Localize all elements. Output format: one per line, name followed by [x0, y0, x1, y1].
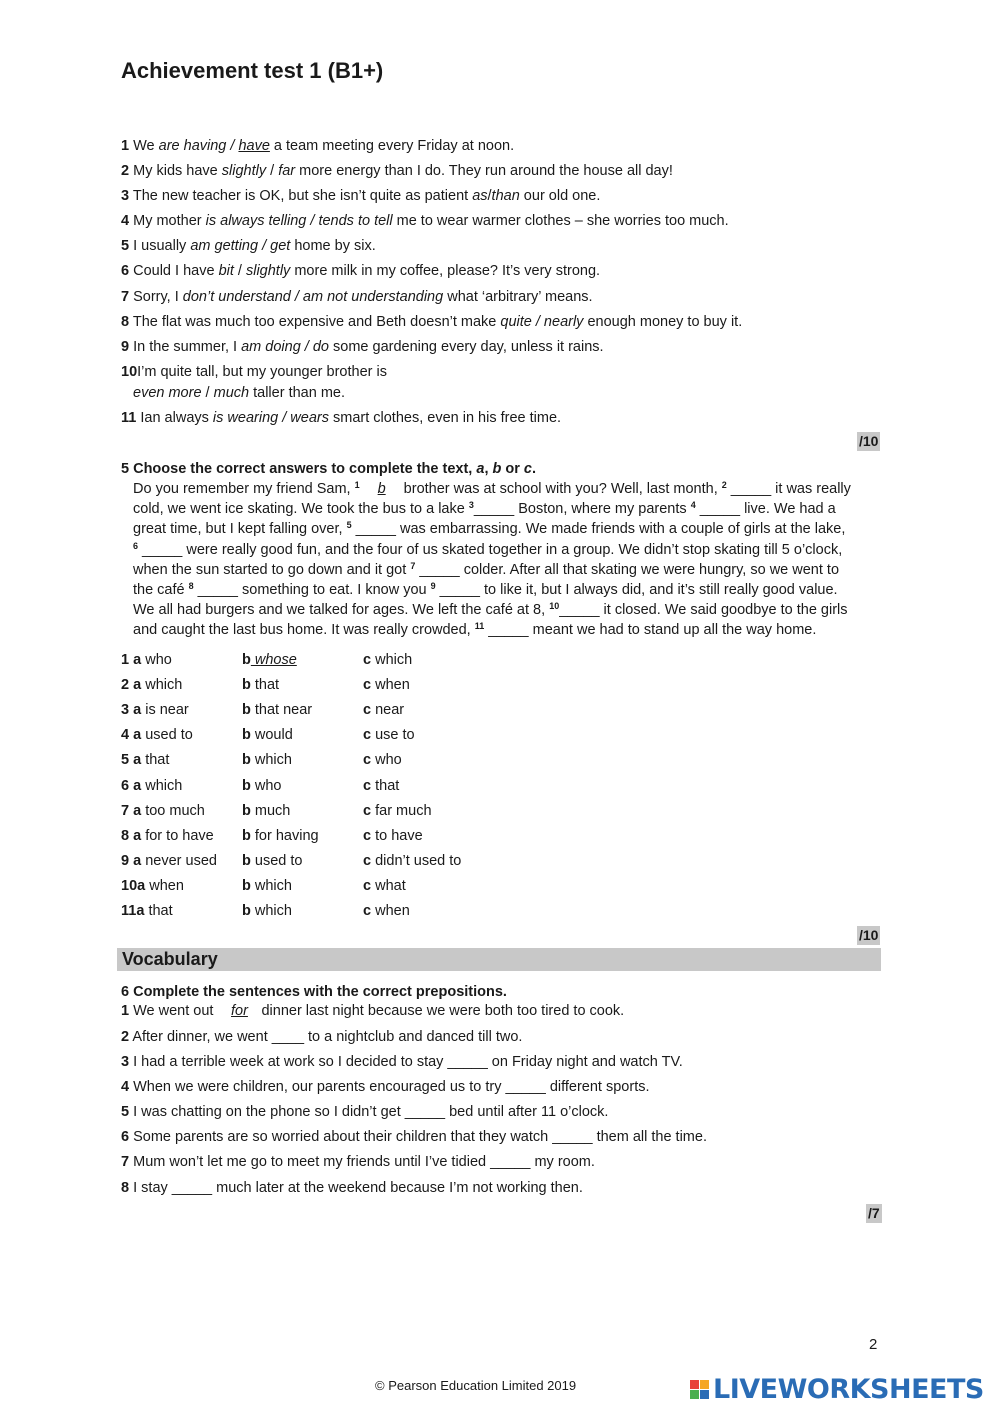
option-slightly[interactable]: slightly — [221, 163, 267, 179]
option-a[interactable] — [121, 701, 189, 719]
option-letter: c — [363, 677, 372, 693]
option-have-selected[interactable]: have — [238, 138, 270, 154]
q5-score: /10 — [859, 927, 879, 943]
q5-blank-8[interactable]: _____ something to eat. I know you — [193, 582, 431, 599]
option-letter: c — [363, 752, 372, 768]
option-letter: b — [242, 677, 251, 693]
option-letter: c — [363, 778, 372, 794]
option-text: too much — [145, 803, 205, 819]
vocab-item-6: 6 Some parents are so worried about their children that they watch _____ them all the time. — [121, 1129, 707, 1145]
option-letter: c — [363, 878, 372, 894]
vocab-item-5: 5 I was chatting on the phone so I didn’t get _____ bed until after 11 o’clock. — [121, 1104, 609, 1120]
option-pair[interactable]: quite / nearly — [500, 314, 584, 330]
option-pair[interactable]: is wearing / wears — [212, 410, 329, 426]
option-pair[interactable]: don’t understand / am not understanding — [182, 289, 444, 305]
option-b[interactable] — [242, 827, 319, 845]
grammar-item-2: 2 My kids have slightly / far more energy than I do. They run around the house all day! — [121, 163, 673, 179]
option-letter: a — [133, 828, 142, 844]
grammar-item-1: 1 We are having / have a team meeting every Friday at noon. — [121, 138, 515, 154]
option-letter: b — [242, 652, 251, 668]
option-letter: a — [133, 702, 142, 718]
q5-blank-7[interactable]: _____ colder. After all that skating we were hungry, so we went to — [415, 561, 840, 578]
option-text: much — [254, 803, 291, 819]
option-b[interactable] — [242, 802, 290, 820]
option-letter: a — [137, 878, 146, 894]
logo-square — [700, 1390, 709, 1399]
option-c[interactable] — [363, 852, 461, 870]
option-than[interactable]: than — [491, 188, 520, 204]
option-c[interactable] — [363, 701, 404, 719]
grammar-item-7: 7 Sorry, I don’t understand / am not understanding what ‘arbitrary’ means. — [121, 289, 593, 305]
q5-blank-9[interactable]: _____ to like it, but I always did, and it’s still really good value. — [435, 582, 838, 599]
option-b[interactable] — [242, 676, 279, 694]
option-letter: b — [242, 778, 251, 794]
grammar-item-10-line2: even more / much taller than me. — [133, 385, 345, 401]
option-text: which — [145, 778, 183, 794]
grammar-item-8: 8 The flat was much too expensive and Beth doesn’t make quite / nearly enough money to buy it. — [121, 314, 743, 330]
option-c[interactable] — [363, 651, 412, 669]
vocab-item-8: 8 I stay _____ much later at the weekend because I’m not working then. — [121, 1180, 583, 1196]
option-c[interactable] — [363, 676, 410, 694]
option-text: used to — [145, 727, 193, 743]
option-number: 8 — [121, 828, 130, 844]
q5-line-6: the café $^8$ _____ something to eat. I know you $^9$ _____ to like it, but I always did, and it’s still really good value. — [133, 581, 838, 599]
option-text: use to — [375, 727, 415, 743]
option-pair[interactable]: am doing / do — [241, 339, 329, 355]
option-bit[interactable]: bit — [218, 263, 234, 279]
option-number: 4 — [121, 727, 130, 743]
option-slightly[interactable]: slightly — [245, 263, 291, 279]
vocab-item-3: 3 I had a terrible week at work so I decided to stay _____ on Friday night and watch TV. — [121, 1054, 683, 1070]
logo-grid-icon — [690, 1380, 709, 1399]
option-text: that — [375, 778, 400, 794]
option-c[interactable] — [363, 827, 423, 845]
option-text: that near — [254, 702, 313, 718]
option-text: that — [145, 752, 170, 768]
grammar-item-5: 5 I usually am getting / get home by six. — [121, 238, 376, 254]
option-text: who — [254, 778, 282, 794]
option-text: when — [149, 878, 184, 894]
q5-blank-10[interactable]: _____ it closed. We said goodbye to the girls — [559, 602, 848, 619]
option-letter: b — [242, 828, 251, 844]
q5-blank-5[interactable]: _____ was embarrassing. We made friends with a couple of girls at the lake, — [351, 521, 846, 538]
grammar-item-11: 11 Ian always is wearing / wears smart clothes, even in his free time. — [121, 410, 562, 426]
option-letter: c — [363, 803, 372, 819]
page-number: 2 — [869, 1336, 878, 1353]
vocab-item-4: 4 When we were children, our parents encouraged us to try _____ different sports. — [121, 1079, 650, 1095]
option-text: when — [375, 677, 410, 693]
page-title: Achievement test 1 (B1+) — [121, 58, 384, 83]
logo-text: LIVEWORKSHEETS — [713, 1374, 984, 1405]
option-letter: c — [363, 727, 372, 743]
option-text: far much — [375, 803, 432, 819]
option-text: for to have — [145, 828, 214, 844]
q5-blank-1[interactable]: b — [377, 481, 386, 497]
option-number: 1 — [121, 652, 130, 668]
option-letter: a — [136, 903, 145, 919]
logo-square — [690, 1390, 699, 1399]
liveworksheets-logo — [690, 1374, 984, 1405]
option-letter: b — [242, 803, 251, 819]
option-a[interactable] — [121, 777, 182, 795]
vocab-item-7: 7 Mum won’t let me go to meet my friends until I’ve tidied _____ my room. — [121, 1154, 595, 1170]
grammar-item-9: 9 In the summer, I am doing / do some gardening every day, unless it rains. — [121, 339, 604, 355]
option-a[interactable] — [121, 802, 205, 820]
option-c[interactable] — [363, 751, 402, 769]
q5-blank-6[interactable]: _____ were really good fun, and the four of us skated together in a group. We didn’t stop skating till 5 o’clock, — [138, 541, 843, 558]
option-text: which — [254, 752, 292, 768]
option-letter: a — [133, 727, 142, 743]
option-a[interactable] — [121, 877, 184, 895]
option-text: who — [145, 652, 172, 668]
grammar-item-3: 3 The new teacher is OK, but she isn’t quite as patient as/than our old one. — [121, 188, 601, 204]
option-text: when — [375, 903, 410, 919]
option-letter: a — [133, 752, 142, 768]
q5-line-7: We all had burgers and we talked for ages. We left the café at 8, $^{10}$_____ it closed. We said goodbye to the girls — [133, 601, 848, 619]
option-letter: c — [363, 828, 372, 844]
option-b[interactable] — [242, 726, 293, 744]
option-number: 11 — [121, 903, 137, 919]
option-text: which — [145, 677, 183, 693]
logo-square — [690, 1380, 699, 1389]
q5-blank-2[interactable]: _____ it was really — [726, 481, 851, 497]
vocab-item-1: 1 We went out for dinner last night because we were both too tired to cook. — [121, 1003, 625, 1019]
option-text: is near — [145, 702, 189, 718]
option-as[interactable]: as — [472, 188, 488, 204]
option-letter: c — [363, 652, 372, 668]
vocab-score: /7 — [868, 1205, 880, 1221]
option-a[interactable] — [121, 751, 169, 769]
option-even-more[interactable]: even more — [133, 385, 202, 401]
grammar-item-10: 10I’m quite tall, but my younger brother is — [121, 364, 387, 380]
option-number: 6 — [121, 778, 130, 794]
option-text: never used — [145, 853, 217, 869]
option-c[interactable] — [363, 902, 410, 920]
q5-line-3: great time, but I kept falling over, $^5$ _____ was embarrassing. We made friends with a couple of girls at the lake, — [133, 520, 846, 538]
vocabulary-section-header — [117, 948, 881, 971]
option-text: for having — [254, 828, 319, 844]
q5-line-2: cold, we went ice skating. We took the bus to a lake $^3$_____ Boston, where my parents $^4$ _____ live. We had a — [133, 500, 836, 518]
option-letter: c — [363, 903, 372, 919]
option-letter: a — [133, 652, 142, 668]
option-a[interactable] — [121, 726, 193, 744]
q5-blank-4[interactable]: _____ live. We had a — [695, 501, 836, 518]
option-text: would — [254, 727, 293, 743]
option-text: used to — [254, 853, 303, 869]
option-text: whose — [250, 652, 297, 668]
vocabulary-title: Vocabulary — [122, 949, 218, 969]
option-b[interactable] — [242, 777, 282, 795]
q5-blank-3[interactable]: _____ Boston, where my parents — [473, 501, 691, 518]
option-c[interactable] — [363, 802, 432, 820]
option-b[interactable] — [242, 701, 312, 719]
q5-blank-11[interactable]: _____ meant we had to stand up all the way home. — [484, 622, 817, 639]
option-a[interactable] — [121, 676, 182, 694]
option-text: to have — [375, 828, 423, 844]
q5-line-4: $^6$ _____ were really good fun, and the four of us skated together in a group. We didn’t stop skating till 5 o’clock, — [133, 540, 843, 558]
option-a[interactable] — [121, 827, 214, 845]
option-text: didn’t used to — [375, 853, 462, 869]
option-c[interactable] — [363, 726, 415, 744]
option-letter: a — [133, 677, 142, 693]
option-letter: b — [242, 878, 251, 894]
option-a[interactable] — [121, 651, 172, 669]
option-b[interactable] — [242, 751, 292, 769]
option-letter: c — [363, 702, 372, 718]
option-c[interactable] — [363, 777, 399, 795]
option-letter: b — [242, 903, 251, 919]
option-text: who — [375, 752, 402, 768]
option-letter: a — [133, 853, 142, 869]
logo-square — [700, 1380, 709, 1389]
q5-line-8: and caught the last bus home. It was really crowded, $^{11}$ _____ meant we had to stand up all the way home. — [133, 621, 817, 639]
vocab-blank-1[interactable]: for — [231, 1003, 248, 1019]
copyright-notice: © Pearson Education Limited 2019 — [375, 1378, 577, 1393]
option-letter: b — [242, 702, 251, 718]
option-text: which — [254, 903, 292, 919]
option-number: 3 — [121, 702, 130, 718]
option-pair[interactable]: is always telling / tends to tell — [205, 213, 393, 229]
option-letter: c — [363, 853, 372, 869]
q5-text-paragraph — [133, 479, 851, 641]
option-much[interactable]: much — [213, 385, 250, 401]
option-b[interactable] — [242, 651, 297, 669]
option-number: 7 — [121, 803, 130, 819]
option-number: 2 — [121, 677, 130, 693]
option-pair[interactable]: am getting / get — [190, 238, 291, 254]
option-a[interactable] — [121, 852, 217, 870]
grammar-item-6: 6 Could I have bit / slightly more milk in my coffee, please? It’s very strong. — [121, 263, 601, 279]
option-letter: b — [242, 752, 251, 768]
option-text: that — [148, 903, 173, 919]
q5-line-5: when the sun started to go down and it got $^7$ _____ colder. After all that skating we were hungry, so we went to — [133, 560, 840, 578]
option-b[interactable] — [242, 852, 302, 870]
grammar-item-4: 4 My mother is always telling / tends to tell me to wear warmer clothes – she worries too much. — [121, 213, 729, 229]
option-text: what — [375, 878, 406, 894]
option-letter: a — [133, 803, 142, 819]
option-letter: b — [242, 853, 251, 869]
option-number: 10 — [121, 878, 138, 894]
option-are-having[interactable]: are having / — [158, 138, 239, 154]
option-a[interactable] — [121, 902, 173, 920]
option-text: which — [254, 878, 292, 894]
option-number: 5 — [121, 752, 130, 768]
grammar-score: /10 — [859, 433, 879, 449]
option-number: 9 — [121, 853, 130, 869]
option-b[interactable] — [242, 877, 292, 895]
option-letter: b — [242, 727, 251, 743]
q5-heading: 5 Choose the correct answers to complete the text, a, b or c. — [121, 461, 537, 477]
option-text: near — [375, 702, 405, 718]
option-far[interactable]: far — [278, 163, 296, 179]
option-c[interactable] — [363, 877, 406, 895]
q6-heading: 6 Complete the sentences with the correct prepositions. — [121, 984, 507, 1000]
option-letter: a — [133, 778, 142, 794]
vocab-item-2: 2 After dinner, we went ____ to a nightclub and danced till two. — [121, 1029, 523, 1045]
option-text: which — [375, 652, 413, 668]
option-text: that — [254, 677, 280, 693]
q5-line-1: Do you remember my friend Sam, $^1$ b brother was at school with you? Well, last month, $^2$ _____ it was really — [133, 479, 851, 499]
option-b[interactable] — [242, 902, 292, 920]
